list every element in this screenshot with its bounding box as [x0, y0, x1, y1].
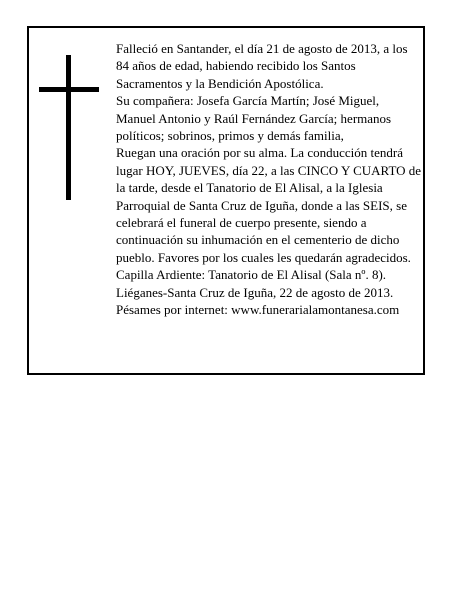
obituary-notice: [27, 26, 425, 375]
notice-text: [116, 40, 422, 319]
family-list: Su compañera: Josefa García Martín; José Miguel, Manuel Antonio y Raúl Fernández García; hermanos políticos; sobrinos, primos y demás familia,: [116, 93, 392, 144]
funeral-details: Ruegan una oración por su alma. La conducción tendrá lugar HOY, JUEVES, día 22, a las CINCO Y CUARTO de la tarde, desde el Tanatorio de El Alisal, a la Iglesia Parroquial de Santa Cruz de Iguña, donde a las SEIS, se celebrará el funeral de cuerpo presente, siendo a continuación su inhumación en el cementerio de dicho pueblo. Favores por los cuales les quedarán agradecidos. Capilla Ardiente: Tanatorio de El Alisal (Sala nº. 8).: [116, 145, 422, 283]
cross-icon: [39, 55, 99, 200]
place-date-line: Liéganes-Santa Cruz de Iguña, 22 de agosto de 2013.: [116, 284, 394, 300]
death-announcement: Falleció en Santander, el día 21 de agosto de 2013, a los 84 años de edad, habiendo recibido los Santos Sacramentos y la Bendición Apostólica.: [116, 41, 408, 91]
cross-horizontal-bar: [39, 87, 99, 92]
cross-vertical-bar: [66, 55, 71, 200]
condolences-line: Pésames por internet: www.funerarialamontanesa.com: [116, 302, 400, 318]
